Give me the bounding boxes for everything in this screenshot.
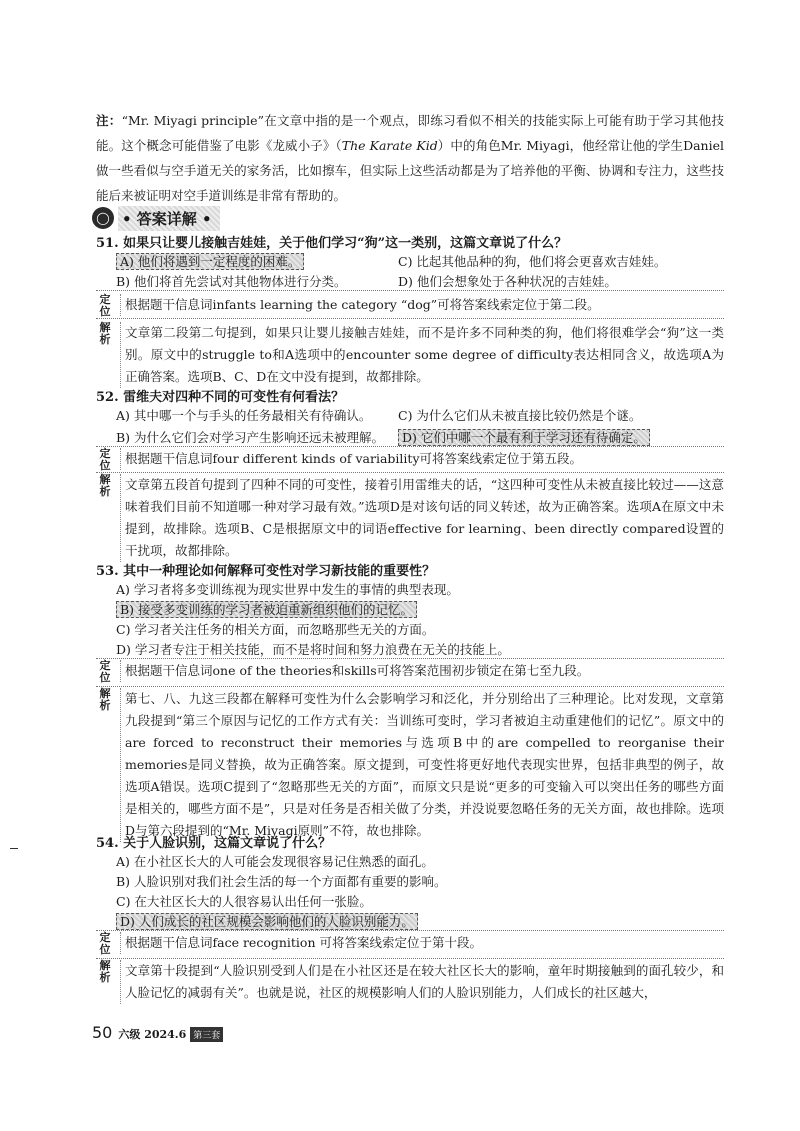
q51-stem: 51. 如果只让婴儿接触吉娃娃，关于他们学习“狗”这一类别，这篇文章说了什么？ — [96, 236, 568, 251]
analyze-tag: 解析 — [99, 321, 111, 346]
page-footer — [92, 1023, 223, 1042]
divider — [96, 318, 724, 319]
q53-locate — [96, 660, 724, 682]
locate-tag: 定位 — [99, 447, 111, 472]
locate-tag: 定位 — [99, 293, 111, 318]
q54-option-b: B) 人脸识别对我们社会生活的每一个方面都有重要的影响。 — [116, 874, 447, 889]
q52-option-a: A) 其中哪一个与手头的任务最相关有待确认。 — [116, 408, 372, 423]
q53-analysis — [96, 688, 724, 842]
q53-option-a: A) 学习者将多变训练视为现实世界中发生的事情的典型表现。 — [116, 582, 459, 597]
q54-locate-text: 根据题干信息词face recognition 可将答案线索定位于第十段。 — [120, 932, 724, 954]
q53-option-c: C) 学习者关注任务的相关方面，而忽略那些无关的方面。 — [116, 622, 435, 637]
note-label: 注： — [96, 113, 122, 128]
note-paragraph — [96, 108, 724, 208]
q54-analysis — [96, 960, 724, 1004]
q52-option-d — [398, 428, 650, 446]
q53-option-d: D) 学习者专注于相关技能，而不是将时间和努力浪费在无关的技能上。 — [116, 642, 510, 657]
q53-answer-highlight: B) 接受多变训练的学习者被迫重新组织他们的记忆。 — [116, 601, 417, 618]
divider — [96, 686, 724, 687]
divider — [96, 658, 724, 659]
q52-analysis-text: 文章第五段首句提到了四种不同的可变性，接着引用雷维夫的话，“这四种可变性从未被直接比较过——这意味着我们目前不知道哪一种对学习最有效。”选项D是对该句话的同义转述，故为正确答案。选项A在原文中未提到，故排除。选项B、C是根据原文中的词语effective for learning、been directly compared设置的干扰项，故都排除。 — [120, 474, 724, 562]
q54-locate — [96, 932, 724, 954]
lightbulb-icon: ◯ — [92, 207, 114, 229]
q51-option-a — [116, 252, 304, 270]
section-title: • 答案详解 • — [118, 206, 220, 231]
divider — [96, 446, 724, 447]
divider — [96, 958, 724, 959]
q53-locate-text: 根据题干信息词one of the theories和skills可将答案范围初步锁定在第七至九段。 — [120, 660, 724, 682]
q54-option-c: C) 在大社区长大的人很容易认出任何一张脸。 — [116, 894, 372, 909]
analyze-tag: 解析 — [99, 687, 111, 712]
q54-option-d — [116, 912, 418, 930]
q53-stem: 53. 其中一种理论如何解释可变性对学习新技能的重要性？ — [96, 564, 436, 579]
locate-tag: 定位 — [99, 659, 111, 684]
note-text-2: ）中的角色Mr. Miyagi，他经常让他的学生Daniel做一些看似与空手道无关的家务活，比如擦车，但实际上这些活动都是为了培养他的平衡、协调和专注力，这些技能后来被证明对空手道训练是非常有帮助的。 — [96, 138, 724, 203]
footer-text: 六级 2024.6 — [118, 1028, 187, 1041]
note-movie-title: The Karate Kid — [341, 138, 438, 153]
q51-locate — [96, 294, 724, 316]
divider — [96, 290, 724, 291]
locate-tag: 定位 — [99, 931, 111, 956]
q51-analysis — [96, 322, 724, 388]
divider — [96, 930, 724, 931]
margin-mark — [10, 848, 18, 849]
q52-option-c: C) 为什么它们从未被直接比较仍然是个谜。 — [398, 408, 642, 423]
section-header — [92, 205, 220, 231]
q52-locate — [96, 448, 724, 470]
note-text-1: “Mr. Miyagi principle”在文章中指的是一个观点，即练习看似不相关的技能实际上可能有助于学习其他技能。这个概念可能借鉴了电影《龙威小子》（ — [96, 113, 724, 153]
q54-analysis-text: 文章第十段提到“人脸识别受到人们是在小社区还是在较大社区长大的影响，童年时期接触到的面孔较少，和人脸记忆的减弱有关”。也就是说，社区的规模影响人们的人脸识别能力，人们成长的社区越大， — [120, 960, 724, 1004]
q54-option-a: A) 在小社区长大的人可能会发现很容易记住熟悉的面孔。 — [116, 854, 434, 869]
analyze-tag: 解析 — [99, 959, 111, 984]
q54-answer-highlight: D) 人们成长的社区规模会影响他们的人脸识别能力。 — [116, 913, 418, 930]
q52-answer-highlight: D) 它们中哪一个最有利于学习还有待确定。 — [398, 429, 650, 446]
q52-option-b: B) 为什么它们会对学习产生影响还远未被理解。 — [116, 430, 385, 445]
q51-option-c: C) 比起其他品种的狗，他们将会更喜欢吉娃娃。 — [398, 254, 667, 269]
q51-option-d: D) 他们会想象处于各种状况的吉娃娃。 — [398, 274, 617, 289]
q51-analysis-text: 文章第二段第二句提到，如果只让婴儿接触吉娃娃，而不是许多不同种类的狗，他们将很难学会“狗”这一类别。原文中的struggle to和A选项中的encounter some degree of difficulty表达相同含义，故选项A为正确答案。选项B、C、D在文中没有提到，故都排除。 — [120, 322, 724, 388]
q52-stem: 52. 雷维夫对四种不同的可变性有何看法？ — [96, 390, 345, 405]
q53-option-b — [116, 600, 417, 618]
q54-stem: 54. 关于人脸识别，这篇文章说了什么？ — [96, 836, 332, 851]
q52-analysis — [96, 474, 724, 562]
q51-option-b: B) 他们将首先尝试对其他物体进行分类。 — [116, 274, 347, 289]
q51-answer-highlight: A) 他们将遇到一定程度的困难。 — [116, 253, 304, 270]
page-number: 50 — [92, 1023, 113, 1042]
q53-analysis-text: 第七、八、九这三段都在解释可变性为什么会影响学习和泛化，并分别给出了三种理论。比对发现，文章第九段提到“第三个原因与记忆的工作方式有关：当训练可变时，学习者被迫主动重建他们的记忆”。原文中的are forced to reconstruct their memories与选项B中的are compelled to reorganise their memories是同义替换，故为正确答案。原文提到，可变性将更好地代表现实世界，包括非典型的例子，故选项A错误。选项C提到了“忽略那些无关的方面”，而原文只是说“更多的可变输入可以突出任务的哪些方面是相关的，哪些方面不是”，只是对任务是否相关做了分类，并没说要忽略任务的无关方面，故也排除。选项D与第六段提到的“Mr. Miyagi原则”不符，故也排除。 — [120, 688, 724, 842]
footer-badge: 第三套 — [190, 1027, 223, 1042]
analyze-tag: 解析 — [99, 473, 111, 498]
divider — [96, 472, 724, 473]
q52-locate-text: 根据题干信息词four different kinds of variability可将答案线索定位于第五段。 — [120, 448, 724, 470]
q51-locate-text: 根据题干信息词infants learning the category “dog”可将答案线索定位于第二段。 — [120, 294, 724, 316]
